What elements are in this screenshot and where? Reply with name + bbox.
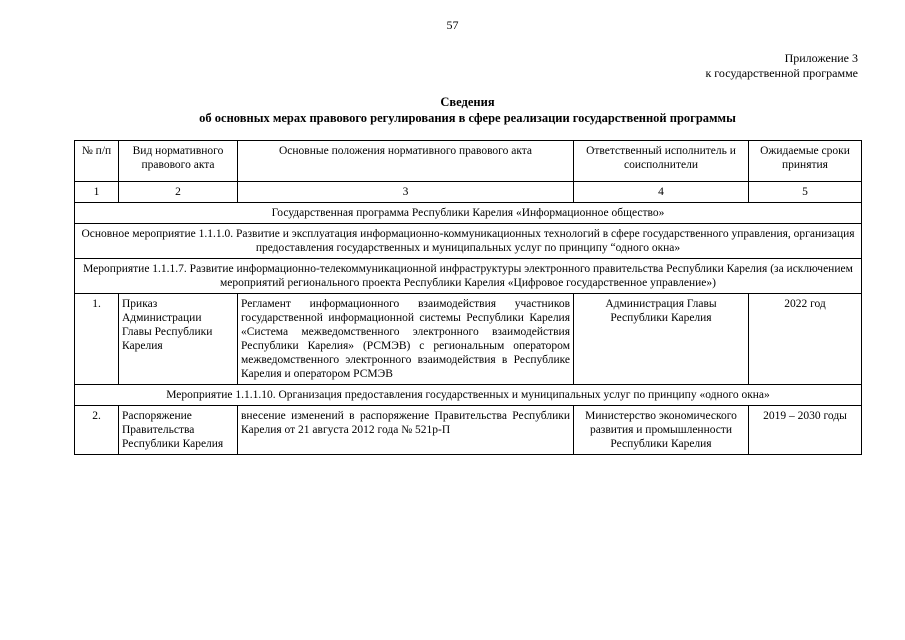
header-cell-deadline: Ожидаемые сроки принятия: [749, 141, 862, 182]
column-number: 4: [574, 182, 749, 203]
regulation-table: [74, 140, 862, 455]
table-row: [75, 294, 862, 385]
program-title: Государственная программа Республики Карелия «Информационное общество»: [75, 203, 862, 224]
executor: Министерство экономического развития и промышленности Республики Карелия: [574, 406, 749, 455]
title-line-1: Сведения: [440, 95, 495, 109]
measure-row: [75, 259, 862, 294]
act-content: внесение изменений в распоряжение Правительства Республики Карелия от 21 августа 2012 года № 521р-П: [238, 406, 574, 455]
title-line-2: об основных мерах правового регулирования в сфере реализации государственной программы: [199, 111, 736, 125]
header-cell-content: Основные положения нормативного правового акта: [238, 141, 574, 182]
act-type: Приказ Администрации Главы Республики Карелия: [119, 294, 238, 385]
main-measure-row: [75, 224, 862, 259]
deadline: 2022 год: [749, 294, 862, 385]
column-number: 5: [749, 182, 862, 203]
page-number: 57: [446, 18, 459, 32]
column-number: 2: [119, 182, 238, 203]
column-number: 1: [75, 182, 119, 203]
document-title: [0, 94, 905, 126]
header-row: [75, 141, 862, 182]
header-cell-executor: Ответственный исполнитель и соисполнители: [574, 141, 749, 182]
row-number: 2.: [75, 406, 119, 455]
table-row: [75, 406, 862, 455]
appendix-line-1: Приложение 3: [784, 51, 858, 65]
measure-row: [75, 385, 862, 406]
row-number: 1.: [75, 294, 119, 385]
main-measure-title: Основное мероприятие 1.1.1.0. Развитие и эксплуатация информационно-коммуникационных технологий в сфере государственного управления, организация предоставления государственных и муниципальных услуг по принципу “одного окна»: [75, 224, 862, 259]
program-row: [75, 203, 862, 224]
column-number-row: [75, 182, 862, 203]
column-number: 3: [238, 182, 574, 203]
act-type: Распоряжение Правительства Республики Карелия: [119, 406, 238, 455]
act-content: Регламент информационного взаимодействия участников государственной информационной системы Республики Карелия «Система межведомственного электронного взаимодействия Республики Карелия» (РСМЭВ) с региональным оператором межведомственного электронного взаимодействия в Республике Карелия и оператором РСМЭВ: [238, 294, 574, 385]
header-cell-num: № п/п: [75, 141, 119, 182]
measure-1-title: Мероприятие 1.1.1.7. Развитие информационно-телекоммуникационной инфраструктуры электронного правительства Республики Карелия (за исключением мероприятий регионального проекта Республики Карелия «Цифровое государственное управление»): [75, 259, 862, 294]
measure-2-title: Мероприятие 1.1.1.10. Организация предоставления государственных и муниципальных услуг по принципу «одного окна»: [75, 385, 862, 406]
deadline: 2019 – 2030 годы: [749, 406, 862, 455]
header-cell-type: Вид нормативного правового акта: [119, 141, 238, 182]
appendix-line-2: к государственной программе: [705, 66, 858, 80]
executor: Администрация Главы Республики Карелия: [574, 294, 749, 385]
appendix-label: [705, 51, 858, 81]
